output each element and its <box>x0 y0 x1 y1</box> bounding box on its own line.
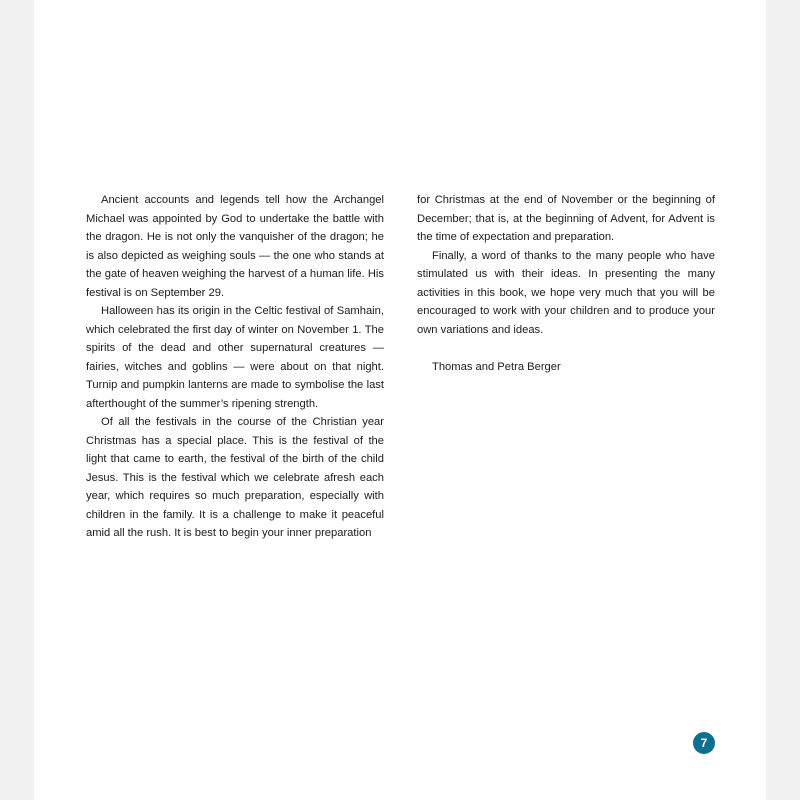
paragraph-archangel-michael: Ancient accounts and legends tell how the Archangel Michael was appointed by God to undertake the battle with the dragon. He is not only the vanquisher of the dragon; he is also depicted as weighing souls — the one who stands at the gate of heaven weighing the harvest of a human life. His festival is on September 29. <box>86 194 384 299</box>
paragraph-christmas-continued: for Christmas at the end of November or the beginning of December; that is, at the beginning of Advent, for Advent is the time of expectation and preparation. <box>417 194 715 243</box>
book-page <box>34 0 766 800</box>
page-number-badge: 7 <box>693 732 715 754</box>
paragraph-thanks: Finally, a word of thanks to the many people who have stimulated us with their ideas. In presenting the many activities in this book, we hope very much that you will be encouraged to work with your children and to produce your own variations and ideas. <box>417 249 715 336</box>
right-text-column <box>417 191 715 376</box>
left-text-column <box>86 191 384 543</box>
author-signature: Thomas and Petra Berger <box>432 360 561 373</box>
paragraph-christmas: Of all the festivals in the course of the Christian year Christmas has a special place. This is the festival of the light that came to earth, the festival of the birth of the child Jesus. This is the festival which we celebrate afresh each year, which requires so much preparation, especially with children in the family. It is a challenge to make it peaceful amid all the rush. It is best to begin your inner preparation <box>86 416 384 539</box>
paragraph-halloween: Halloween has its origin in the Celtic festival of Samhain, which celebrated the first day of winter on November 1. The spirits of the dead and other supernatural creatures — fairies, witches and goblins — were about on that night. Turnip and pumpkin lanterns are made to symbolise the last afterthought of the summer’s ripening strength. <box>86 305 384 410</box>
